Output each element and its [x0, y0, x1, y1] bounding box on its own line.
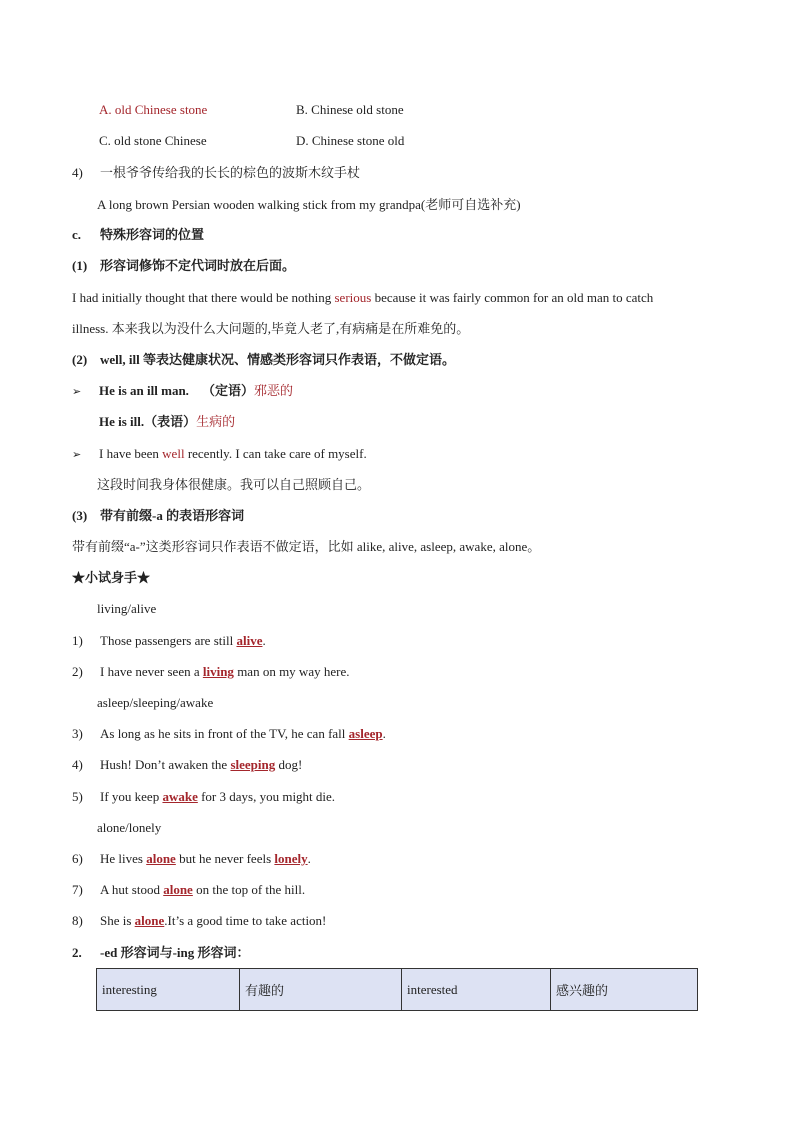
- sentence-text: dog!: [275, 757, 303, 772]
- practice-item: [72, 724, 386, 744]
- sentence-text: As long as he sits in front of the TV, he can fall: [100, 726, 349, 741]
- rule1-example: [72, 288, 653, 308]
- table-cell: interested: [402, 969, 551, 1011]
- item-number: 2): [72, 664, 83, 679]
- item-number: 7): [72, 882, 83, 897]
- meaning: 邪恶的: [253, 383, 293, 398]
- option-d: D. Chinese stone old: [296, 133, 405, 148]
- grammar-tag: （定语）: [201, 383, 254, 398]
- practice-item: [72, 880, 305, 900]
- highlight-word: well: [162, 446, 185, 461]
- vocab-table: [96, 968, 698, 1011]
- word-group-2: asleep/sleeping/awake: [97, 695, 214, 710]
- item-number: 3): [72, 726, 83, 741]
- answer-blank: living: [202, 664, 234, 679]
- sentence-text: .: [382, 726, 386, 741]
- item-number: 4): [72, 165, 83, 180]
- meaning: 生病的: [196, 414, 236, 429]
- practice-item: [72, 911, 326, 931]
- rule2-example1: [72, 381, 293, 402]
- word-group-3: alone/lonely: [97, 820, 162, 835]
- sentence-text: Hush! Don’t awaken the: [100, 757, 231, 772]
- sentence-text: .It’s a good time to take action!: [164, 913, 327, 928]
- sentence-text: A hut stood: [100, 882, 164, 897]
- arrow-bullet-icon: ➢: [72, 386, 82, 398]
- example-text: I have been: [99, 446, 163, 461]
- sentence-text: for 3 days, you might die.: [197, 789, 336, 804]
- example-text: I had initially thought that there would be nothing: [72, 290, 335, 305]
- rule3-description: 带有前缀“a-”这类形容词只作表语不做定语，比如 alike, alive, asleep, awake, alone。: [72, 539, 541, 554]
- item-number: 5): [72, 789, 83, 804]
- sentence-text: on the top of the hill.: [192, 882, 306, 897]
- sentence-text: Those passengers are still: [100, 633, 237, 648]
- answer-blank: lonely: [274, 851, 308, 866]
- answer-blank: awake: [162, 789, 198, 804]
- rule2-example3: [72, 444, 367, 465]
- answer-blank: asleep: [348, 726, 383, 741]
- practice-title: ★小试身手★: [72, 570, 151, 585]
- example-text: He is an ill man.: [99, 383, 189, 398]
- table-cell: 感兴趣的: [551, 969, 698, 1011]
- practice-item: [72, 662, 349, 682]
- answer-blank: sleeping: [230, 757, 276, 772]
- item-number: 6): [72, 851, 83, 866]
- option-b: B. Chinese old stone: [296, 102, 404, 117]
- rule2-example2: [99, 412, 235, 432]
- example-text: recently. I can take care of myself.: [184, 446, 367, 461]
- example-text: He is ill.: [99, 414, 145, 429]
- option-a: A. old Chinese stone: [99, 102, 208, 117]
- sentence-text: She is: [100, 913, 135, 928]
- rule-title: 带有前缀-a 的表语形容词: [100, 508, 245, 523]
- item-number: 4): [72, 757, 83, 772]
- highlight-word: serious: [334, 290, 372, 305]
- word-group-1: living/alive: [97, 601, 157, 616]
- rule-number: (2): [72, 352, 88, 367]
- sentence-text: .: [307, 851, 311, 866]
- rule-title: well, ill 等表达健康状况、情感类形容词只作表语，不做定语。: [100, 352, 455, 367]
- table-cell: interesting: [97, 969, 240, 1011]
- rule1-heading: [72, 256, 295, 276]
- section2-heading: [72, 943, 250, 963]
- arrow-bullet-icon: ➢: [72, 449, 82, 461]
- section-title: 特殊形容词的位置: [100, 227, 205, 242]
- item4-answer: A long brown Persian wooden walking stick from my grandpa(老师可自选补充): [97, 197, 521, 212]
- rule2-heading: [72, 350, 455, 370]
- sentence-text: He lives: [100, 851, 147, 866]
- section-c-heading: [72, 225, 204, 245]
- practice-item: [72, 755, 302, 775]
- rule-number: (3): [72, 508, 88, 523]
- sentence-text: .: [262, 633, 266, 648]
- answer-blank: alive: [236, 633, 263, 648]
- answer-blank: alone: [163, 882, 193, 897]
- rule-number: (1): [72, 258, 88, 273]
- rule3-heading: [72, 506, 244, 526]
- item-number: 8): [72, 913, 83, 928]
- answer-blank: alone: [146, 851, 176, 866]
- section-number: 2.: [72, 945, 82, 960]
- item4-question: [72, 163, 360, 183]
- sentence-text: but he never feels: [175, 851, 275, 866]
- item-number: 1): [72, 633, 83, 648]
- item4-chinese: 一根爷爷传给我的长长的棕色的波斯木纹手杖: [100, 165, 361, 180]
- practice-item: [72, 849, 311, 869]
- section-title: -ed 形容词与-ing 形容词：: [100, 945, 250, 960]
- grammar-tag: （表语）: [144, 414, 197, 429]
- practice-item: [72, 631, 266, 651]
- practice-item: [72, 787, 335, 807]
- section-label: c.: [72, 227, 82, 242]
- rule2-example3-translation: 这段时间我身体很健康。我可以自己照顾自己。: [97, 477, 371, 492]
- table-row: [97, 969, 698, 1011]
- table-cell: 有趣的: [240, 969, 402, 1011]
- answer-blank: alone: [134, 913, 165, 928]
- sentence-text: If you keep: [100, 789, 163, 804]
- example-text: because it was fairly common for an old man to catch: [371, 290, 654, 305]
- sentence-text: man on my way here.: [233, 664, 350, 679]
- option-c: C. old stone Chinese: [99, 133, 207, 148]
- rule-title: 形容词修饰不定代词时放在后面。: [100, 258, 296, 273]
- sentence-text: I have never seen a: [100, 664, 203, 679]
- rule1-example-line2: illness. 本来我以为没什么大问题的,毕竟人老了,有病痛是在所难免的。: [72, 321, 470, 336]
